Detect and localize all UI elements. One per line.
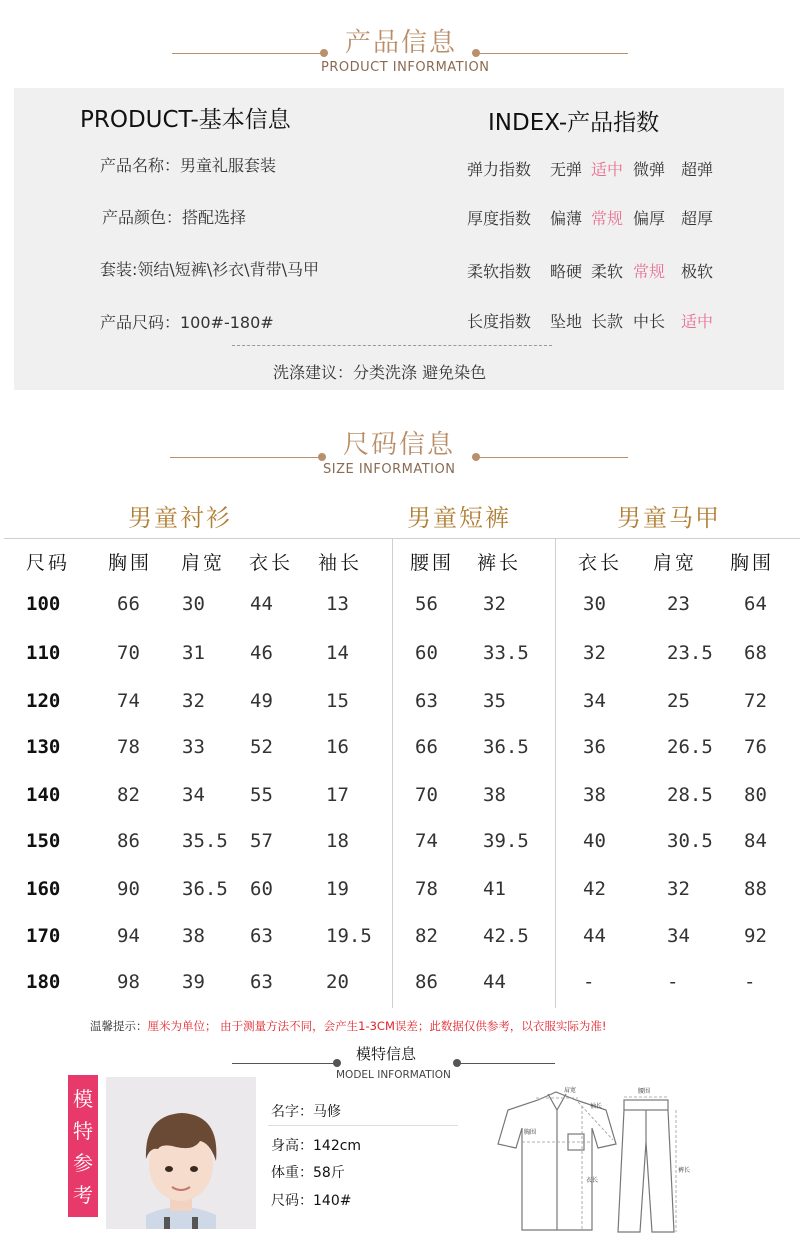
model-photo-illustration bbox=[106, 1077, 256, 1229]
index-option-selected: 适中 bbox=[591, 160, 624, 179]
table-cell: 60 bbox=[415, 642, 438, 664]
table-cell: - bbox=[667, 971, 679, 993]
note-text: 厘米为单位； 由于测量方法不同，会产生1-3CM误差；此数据仅供参考，以衣服实际为准! bbox=[147, 1019, 607, 1033]
table-cell: 32 bbox=[667, 878, 690, 900]
index-option-selected: 常规 bbox=[633, 262, 666, 281]
table-cell: 57 bbox=[250, 830, 273, 852]
size-rule-right bbox=[478, 457, 628, 458]
table-cell: 15 bbox=[326, 690, 349, 712]
pants-outline-icon bbox=[618, 1100, 674, 1232]
table-cell: 66 bbox=[117, 593, 140, 615]
model-name-underline bbox=[268, 1125, 458, 1126]
table-cell: 56 bbox=[415, 593, 438, 615]
table-top-line bbox=[4, 538, 800, 539]
table-cell: 38 bbox=[583, 784, 606, 806]
basic-info-heading: PRODUCT-基本信息 bbox=[80, 107, 291, 133]
table-cell: 34 bbox=[583, 690, 606, 712]
size-cell: 140 bbox=[26, 784, 61, 806]
table-cell: 20 bbox=[326, 971, 349, 993]
index-label: 长度指数 bbox=[467, 312, 532, 331]
diagram-label: 肩宽 bbox=[564, 1087, 577, 1094]
badge-char: 模 bbox=[73, 1087, 93, 1111]
index-option-selected: 适中 bbox=[681, 312, 714, 331]
table-cell: 19 bbox=[326, 878, 349, 900]
model-rule-left bbox=[232, 1063, 337, 1064]
index-label: 厚度指数 bbox=[467, 209, 532, 228]
size-cell: 150 bbox=[26, 830, 61, 852]
table-cell: 74 bbox=[415, 830, 438, 852]
table-cell: 25 bbox=[667, 690, 690, 712]
table-header-cell: 尺码 bbox=[26, 552, 71, 574]
header-rule-left bbox=[172, 53, 322, 54]
table-cell: 78 bbox=[415, 878, 438, 900]
index-option: 超厚 bbox=[681, 209, 714, 228]
table-header-cell: 裤长 bbox=[477, 552, 522, 574]
table-cell: 63 bbox=[250, 971, 273, 993]
table-cell: 44 bbox=[250, 593, 273, 615]
header-rule-right bbox=[478, 53, 628, 54]
table-cell: 33 bbox=[182, 736, 205, 758]
measurement-note bbox=[90, 1018, 607, 1034]
group-shirt: 男童衬衫 bbox=[128, 504, 232, 532]
table-cell: 32 bbox=[182, 690, 205, 712]
size-cell: 170 bbox=[26, 925, 61, 947]
badge-char: 特 bbox=[73, 1119, 93, 1143]
table-header-cell: 胸围 bbox=[108, 552, 153, 574]
product-set: 套装:领结\短裤\衫衣\背带\马甲 bbox=[100, 260, 319, 279]
index-option: 微弹 bbox=[633, 160, 666, 179]
shirt-outline-icon bbox=[498, 1092, 616, 1230]
index-option: 柔软 bbox=[591, 262, 624, 281]
table-cell: 18 bbox=[326, 830, 349, 852]
size-cell: 100 bbox=[26, 593, 61, 615]
product-size: 产品尺码：100#-180# bbox=[100, 313, 274, 332]
table-divider-2 bbox=[555, 538, 556, 1008]
table-cell: 74 bbox=[117, 690, 140, 712]
header-dot-left bbox=[320, 49, 328, 57]
size-info-title: 尺码信息 bbox=[343, 430, 456, 460]
size-cell: 130 bbox=[26, 736, 61, 758]
size-cell: 110 bbox=[26, 642, 61, 664]
model-info-title: 模特信息 bbox=[356, 1045, 417, 1063]
wash-advice: 洗涤建议：分类洗涤 避免染色 bbox=[273, 363, 487, 382]
size-info-subtitle: SIZE INFORMATION bbox=[323, 462, 456, 477]
table-cell: 90 bbox=[117, 878, 140, 900]
table-cell: 35.5 bbox=[182, 830, 228, 852]
index-heading: INDEX-产品指数 bbox=[488, 110, 660, 136]
table-cell: 55 bbox=[250, 784, 273, 806]
model-photo bbox=[106, 1077, 256, 1229]
table-divider-1 bbox=[392, 538, 393, 1008]
table-cell: 64 bbox=[744, 593, 767, 615]
table-cell: 78 bbox=[117, 736, 140, 758]
index-option: 无弹 bbox=[550, 160, 583, 179]
table-cell: 42 bbox=[583, 878, 606, 900]
measurement-diagram bbox=[478, 1082, 718, 1240]
table-cell: 34 bbox=[667, 925, 690, 947]
model-rule-right bbox=[460, 1063, 555, 1064]
table-cell: 30 bbox=[182, 593, 205, 615]
model-size: 尺码：140# bbox=[271, 1193, 352, 1209]
table-cell: 92 bbox=[744, 925, 767, 947]
table-cell: 23.5 bbox=[667, 642, 713, 664]
table-cell: 82 bbox=[117, 784, 140, 806]
product-info-title: 产品信息 bbox=[345, 28, 458, 58]
index-option: 偏薄 bbox=[550, 209, 583, 228]
dashed-divider bbox=[232, 345, 552, 346]
table-cell: 31 bbox=[182, 642, 205, 664]
table-cell: 72 bbox=[744, 690, 767, 712]
product-color: 产品颜色：搭配选择 bbox=[102, 208, 247, 227]
model-dot-right bbox=[453, 1059, 461, 1067]
table-cell: 39.5 bbox=[483, 830, 529, 852]
index-option-selected: 常规 bbox=[591, 209, 624, 228]
size-dot-right bbox=[472, 453, 480, 461]
table-cell: 14 bbox=[326, 642, 349, 664]
table-cell: 38 bbox=[182, 925, 205, 947]
table-cell: 41 bbox=[483, 878, 506, 900]
table-cell: 44 bbox=[583, 925, 606, 947]
table-cell: 86 bbox=[415, 971, 438, 993]
table-cell: 63 bbox=[415, 690, 438, 712]
model-info-subtitle: MODEL INFORMATION bbox=[336, 1069, 451, 1081]
size-cell: 180 bbox=[26, 971, 61, 993]
table-cell: 36 bbox=[583, 736, 606, 758]
table-cell: - bbox=[583, 971, 595, 993]
table-header-cell: 肩宽 bbox=[181, 552, 226, 574]
note-prefix: 温馨提示： bbox=[90, 1019, 148, 1033]
table-cell: 26.5 bbox=[667, 736, 713, 758]
table-cell: 34 bbox=[182, 784, 205, 806]
table-cell: 80 bbox=[744, 784, 767, 806]
table-cell: 82 bbox=[415, 925, 438, 947]
index-option: 偏厚 bbox=[633, 209, 666, 228]
diagram-label: 腰围 bbox=[638, 1088, 651, 1095]
badge-char: 参 bbox=[73, 1151, 93, 1175]
table-cell: 70 bbox=[117, 642, 140, 664]
table-cell: 40 bbox=[583, 830, 606, 852]
table-cell: 30 bbox=[583, 593, 606, 615]
diagram-label: 袖长 bbox=[590, 1103, 603, 1110]
model-height: 身高：142cm bbox=[271, 1138, 362, 1154]
table-cell: 84 bbox=[744, 830, 767, 852]
table-cell: 19.5 bbox=[326, 925, 372, 947]
product-info-subtitle: PRODUCT INFORMATION bbox=[321, 60, 490, 75]
table-cell: 70 bbox=[415, 784, 438, 806]
table-cell: 28.5 bbox=[667, 784, 713, 806]
product-name: 产品名称：男童礼服套装 bbox=[100, 156, 277, 175]
table-cell: 17 bbox=[326, 784, 349, 806]
table-cell: 36.5 bbox=[483, 736, 529, 758]
index-option: 长款 bbox=[591, 312, 624, 331]
table-cell: 52 bbox=[250, 736, 273, 758]
table-cell: 98 bbox=[117, 971, 140, 993]
index-label: 柔软指数 bbox=[467, 262, 532, 281]
diagram-label: 胸围 bbox=[524, 1129, 537, 1136]
group-shorts: 男童短裤 bbox=[407, 504, 511, 532]
index-option: 超弹 bbox=[681, 160, 714, 179]
table-cell: 39 bbox=[182, 971, 205, 993]
table-cell: 23 bbox=[667, 593, 690, 615]
table-cell: 44 bbox=[483, 971, 506, 993]
size-cell: 160 bbox=[26, 878, 61, 900]
index-option: 极软 bbox=[681, 262, 714, 281]
table-cell: 66 bbox=[415, 736, 438, 758]
table-cell: 32 bbox=[483, 593, 506, 615]
model-reference-badge bbox=[68, 1075, 98, 1217]
size-rule-left bbox=[170, 457, 320, 458]
table-cell: 13 bbox=[326, 593, 349, 615]
table-cell: 86 bbox=[117, 830, 140, 852]
model-weight: 体重：58斤 bbox=[271, 1165, 345, 1181]
index-option: 中长 bbox=[633, 312, 666, 331]
table-cell: 49 bbox=[250, 690, 273, 712]
table-cell: 32 bbox=[583, 642, 606, 664]
table-header-cell: 衣长 bbox=[249, 552, 294, 574]
table-cell: 60 bbox=[250, 878, 273, 900]
model-name: 名字：马修 bbox=[271, 1104, 341, 1120]
table-cell: 30.5 bbox=[667, 830, 713, 852]
table-header-cell: 肩宽 bbox=[653, 552, 698, 574]
header-dot-right bbox=[472, 49, 480, 57]
table-header-cell: 衣长 bbox=[578, 552, 623, 574]
table-cell: 16 bbox=[326, 736, 349, 758]
diagram-label: 裤长 bbox=[678, 1167, 691, 1174]
table-cell: 88 bbox=[744, 878, 767, 900]
table-cell: 42.5 bbox=[483, 925, 529, 947]
table-cell: 38 bbox=[483, 784, 506, 806]
index-label: 弹力指数 bbox=[467, 160, 532, 179]
model-dot-left bbox=[333, 1059, 341, 1067]
table-cell: 36.5 bbox=[182, 878, 228, 900]
diagram-label: 衣长 bbox=[586, 1177, 599, 1184]
size-dot-left bbox=[318, 453, 326, 461]
table-header-cell: 腰围 bbox=[410, 552, 455, 574]
size-cell: 120 bbox=[26, 690, 61, 712]
table-cell: 33.5 bbox=[483, 642, 529, 664]
table-cell: 35 bbox=[483, 690, 506, 712]
table-cell: 68 bbox=[744, 642, 767, 664]
table-header-cell: 袖长 bbox=[318, 552, 363, 574]
table-cell: 63 bbox=[250, 925, 273, 947]
table-cell: - bbox=[744, 971, 756, 993]
table-header-cell: 胸围 bbox=[730, 552, 775, 574]
index-option: 略硬 bbox=[550, 262, 583, 281]
badge-char: 考 bbox=[73, 1183, 93, 1207]
table-cell: 76 bbox=[744, 736, 767, 758]
index-option: 坠地 bbox=[550, 312, 583, 331]
table-cell: 46 bbox=[250, 642, 273, 664]
group-vest: 男童马甲 bbox=[617, 504, 721, 532]
table-cell: 94 bbox=[117, 925, 140, 947]
